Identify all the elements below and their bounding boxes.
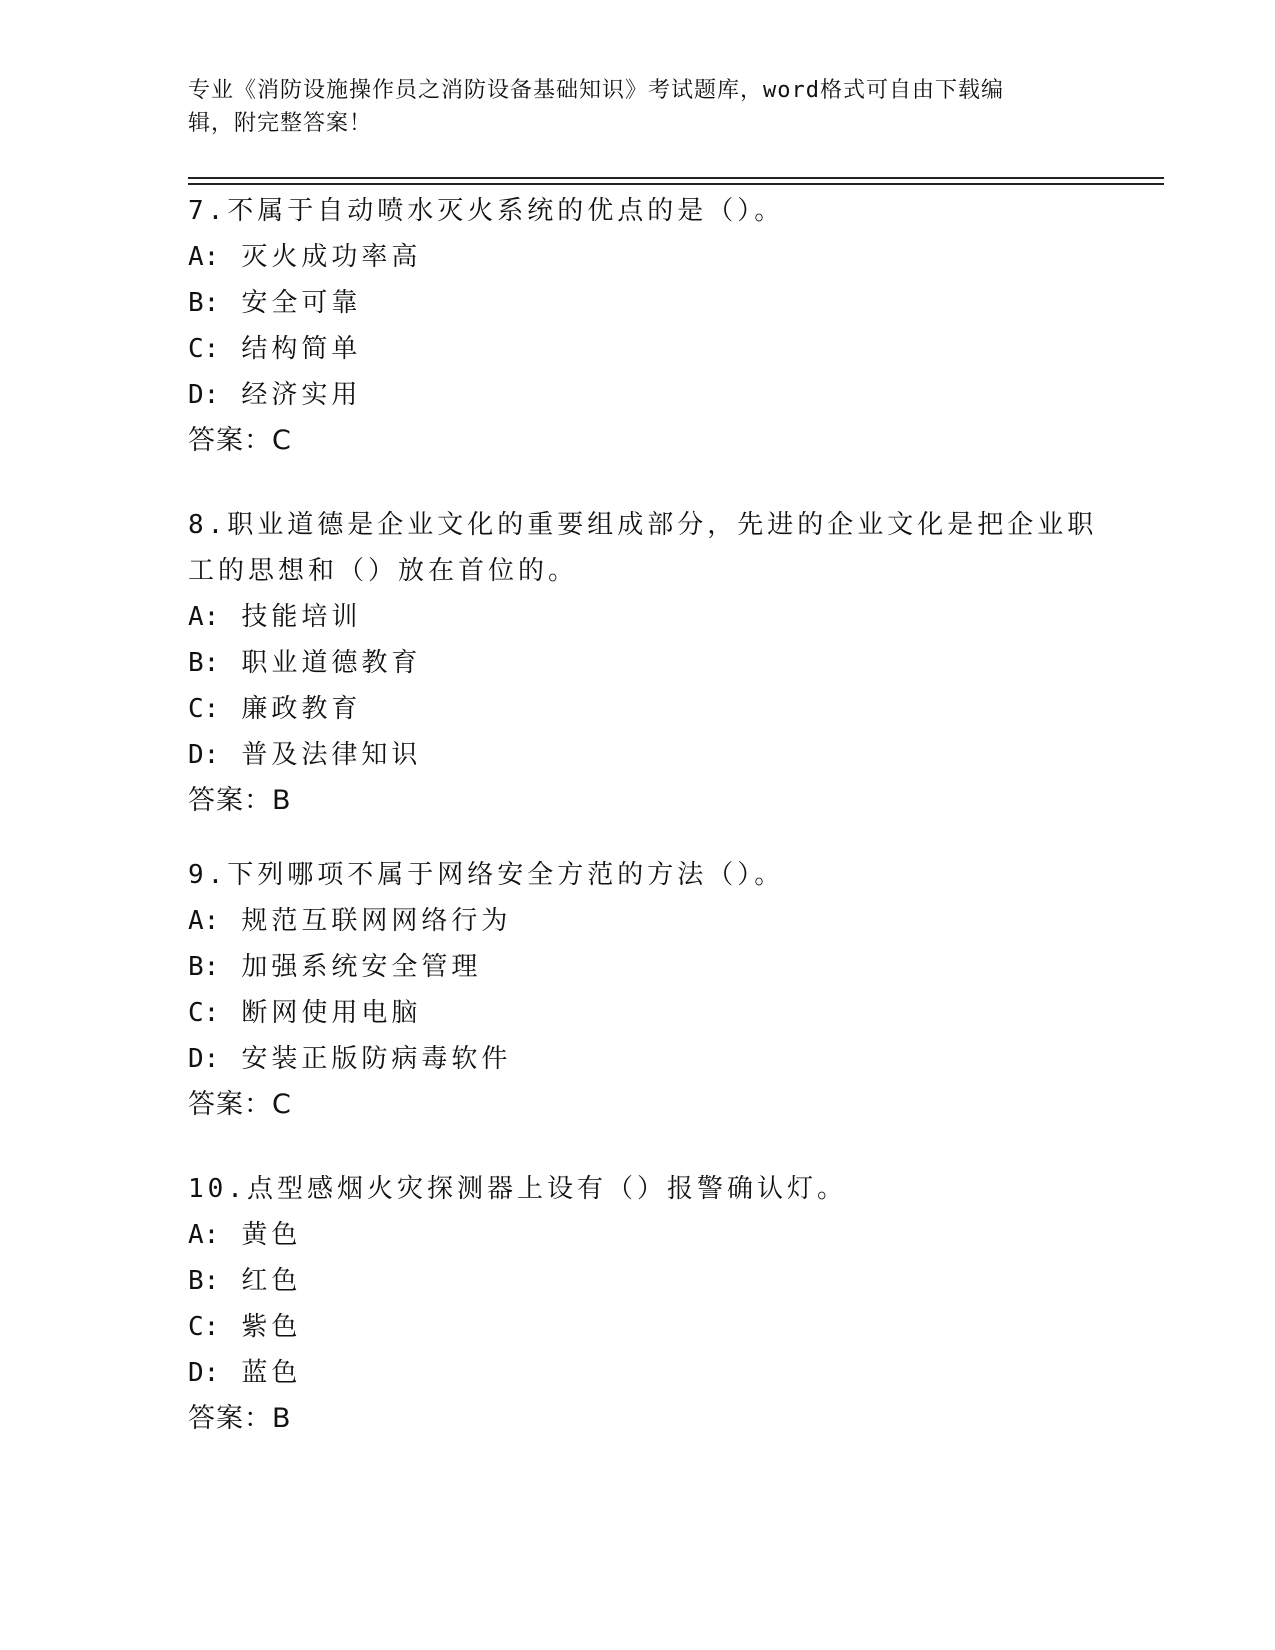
- option-a: [188, 898, 1088, 944]
- option-letter: B:: [188, 952, 220, 982]
- question-block: [188, 1166, 1088, 1442]
- option-c: [188, 326, 1088, 372]
- option-text: 廉政教育: [241, 694, 362, 724]
- question-stem-continued: 工的思想和（）放在首位的。: [188, 556, 579, 586]
- option-text: 加强系统安全管理: [241, 952, 482, 982]
- option-letter: C:: [188, 998, 220, 1028]
- option-text: 安全可靠: [241, 288, 362, 318]
- option-letter: D:: [188, 1358, 220, 1388]
- option-letter: A:: [188, 242, 220, 272]
- option-letter: B:: [188, 648, 220, 678]
- option-c: [188, 1304, 1088, 1350]
- option-d: [188, 372, 1088, 418]
- header-line-2: 辑，附完整答案！: [188, 111, 373, 136]
- option-text: 蓝色: [241, 1358, 302, 1388]
- question-stem: 7.不属于自动喷水灭火系统的优点的是（）。: [188, 196, 785, 226]
- option-letter: C:: [188, 334, 220, 364]
- option-letter: B:: [188, 1266, 220, 1296]
- option-text: 普及法律知识: [241, 740, 422, 770]
- option-text: 紫色: [241, 1312, 302, 1342]
- option-c: [188, 990, 1088, 1036]
- question-block: [188, 188, 1088, 464]
- option-text: 安装正版防病毒软件: [241, 1044, 512, 1074]
- question-block: [188, 852, 1088, 1128]
- option-b: [188, 280, 1088, 326]
- option-letter: A:: [188, 1220, 220, 1250]
- answer-line: 答案：C: [188, 425, 292, 456]
- option-a: [188, 1212, 1088, 1258]
- option-text: 技能培训: [241, 602, 362, 632]
- option-text: 黄色: [241, 1220, 302, 1250]
- answer-line: 答案：C: [188, 1089, 292, 1120]
- option-letter: D:: [188, 380, 220, 410]
- option-letter: C:: [188, 694, 220, 724]
- option-letter: B:: [188, 288, 220, 318]
- option-letter: C:: [188, 1312, 220, 1342]
- option-text: 红色: [241, 1266, 302, 1296]
- answer-line: 答案：B: [188, 785, 292, 816]
- option-a: [188, 234, 1088, 280]
- option-text: 规范互联网网络行为: [241, 906, 512, 936]
- option-text: 灭火成功率高: [241, 242, 422, 272]
- option-c: [188, 686, 1088, 732]
- option-letter: A:: [188, 602, 220, 632]
- option-d: [188, 732, 1088, 778]
- option-text: 结构简单: [241, 334, 362, 364]
- document-header: [188, 74, 1068, 140]
- option-letter: D:: [188, 1044, 220, 1074]
- question-stem: 8.职业道德是企业文化的重要组成部分，先进的企业文化是把企业职: [188, 510, 1098, 540]
- option-d: [188, 1036, 1088, 1082]
- option-a: [188, 594, 1088, 640]
- option-text: 断网使用电脑: [241, 998, 422, 1028]
- option-d: [188, 1350, 1088, 1396]
- option-letter: D:: [188, 740, 220, 770]
- header-line-1: 专业《消防设施操作员之消防设备基础知识》考试题库，word格式可自由下载编: [188, 78, 1004, 103]
- question-stem: 9.下列哪项不属于网络安全方范的方法（）。: [188, 860, 785, 890]
- option-b: [188, 1258, 1088, 1304]
- option-text: 经济实用: [241, 380, 362, 410]
- answer-line: 答案：B: [188, 1403, 292, 1434]
- header-divider-bottom: [188, 183, 1164, 185]
- header-divider-top: [188, 177, 1164, 179]
- option-letter: A:: [188, 906, 220, 936]
- option-b: [188, 640, 1088, 686]
- option-b: [188, 944, 1088, 990]
- option-text: 职业道德教育: [241, 648, 422, 678]
- question-stem: 10.点型感烟火灾探测器上设有（）报警确认灯。: [188, 1174, 847, 1204]
- question-block: [188, 502, 1098, 824]
